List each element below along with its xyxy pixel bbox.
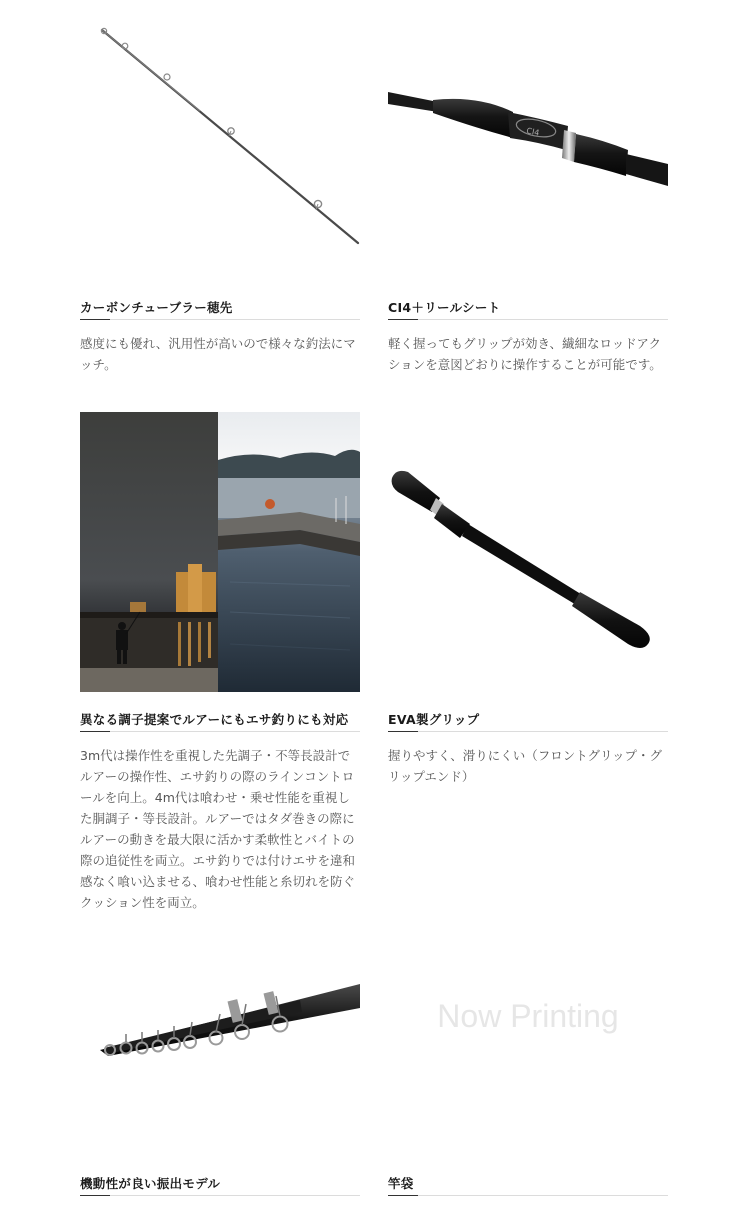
feature-title: 機動性が良い振出モデル — [80, 1176, 221, 1191]
feature-card-rod-bag — [388, 876, 668, 1206]
feature-card-eva-grip — [388, 412, 668, 812]
telescopic-rod-icon — [80, 876, 360, 1156]
divider — [80, 319, 360, 320]
divider — [388, 319, 668, 320]
rod-tip-image — [80, 0, 360, 280]
feature-title: CI4＋リールシート — [388, 300, 501, 315]
divider — [388, 1195, 668, 1196]
feature-description: 軽く握ってもグリップが効き、繊細なロッドアクションを意図どおりに操作することが可能です。 — [388, 336, 662, 372]
feature-title: EVA製グリップ — [388, 712, 480, 727]
feature-description: 感度にも優れ、汎用性が高いので様々な釣法にマッチ。 — [80, 336, 356, 372]
feature-title: カーボンチューブラー穂先 — [80, 300, 233, 315]
divider — [80, 731, 360, 732]
rod-tip-icon — [80, 0, 360, 280]
rod-bag-image — [388, 876, 668, 1156]
feature-card-action — [80, 412, 360, 912]
svg-text:CI4: CI4 — [525, 126, 541, 138]
feature-description: 3m代は操作性を重視した先調子・不等長設計でルアーの操作性、エサ釣りの際のラインコントロールを向上。4m代は喰わせ・乗せ性能を重視した胴調子・等長設計。ルアーではタダ巻きの際にルアーの動きを最大限に活かす柔軟性とバイトの際の追従性を両立。エサ釣りでは付けエサを違和感なく喰い込ませる、喰わせ性能と糸切れを防ぐクッション性を両立。 — [80, 748, 356, 910]
feature-card-reel-seat — [388, 0, 668, 380]
eva-grip-image — [388, 412, 668, 692]
harbor-photo — [80, 412, 360, 692]
placeholder-text: Now Printing — [437, 997, 619, 1034]
feature-card-carbon-tip — [80, 0, 360, 380]
feature-title: 異なる調子提案でルアーにもエサ釣りにも対応 — [80, 712, 349, 727]
reel-seat-image — [388, 0, 668, 280]
feature-title: 竿袋 — [388, 1176, 414, 1191]
eva-grip-icon — [388, 412, 668, 692]
feature-card-telescopic — [80, 876, 360, 1206]
harbor-photo — [80, 412, 360, 692]
feature-description: 握りやすく、滑りにくい（フロントグリップ・グリップエンド） — [388, 748, 663, 784]
divider — [80, 1195, 360, 1196]
divider — [388, 731, 668, 732]
telescopic-rod-image — [80, 876, 360, 1156]
reel-seat-icon — [388, 0, 668, 280]
